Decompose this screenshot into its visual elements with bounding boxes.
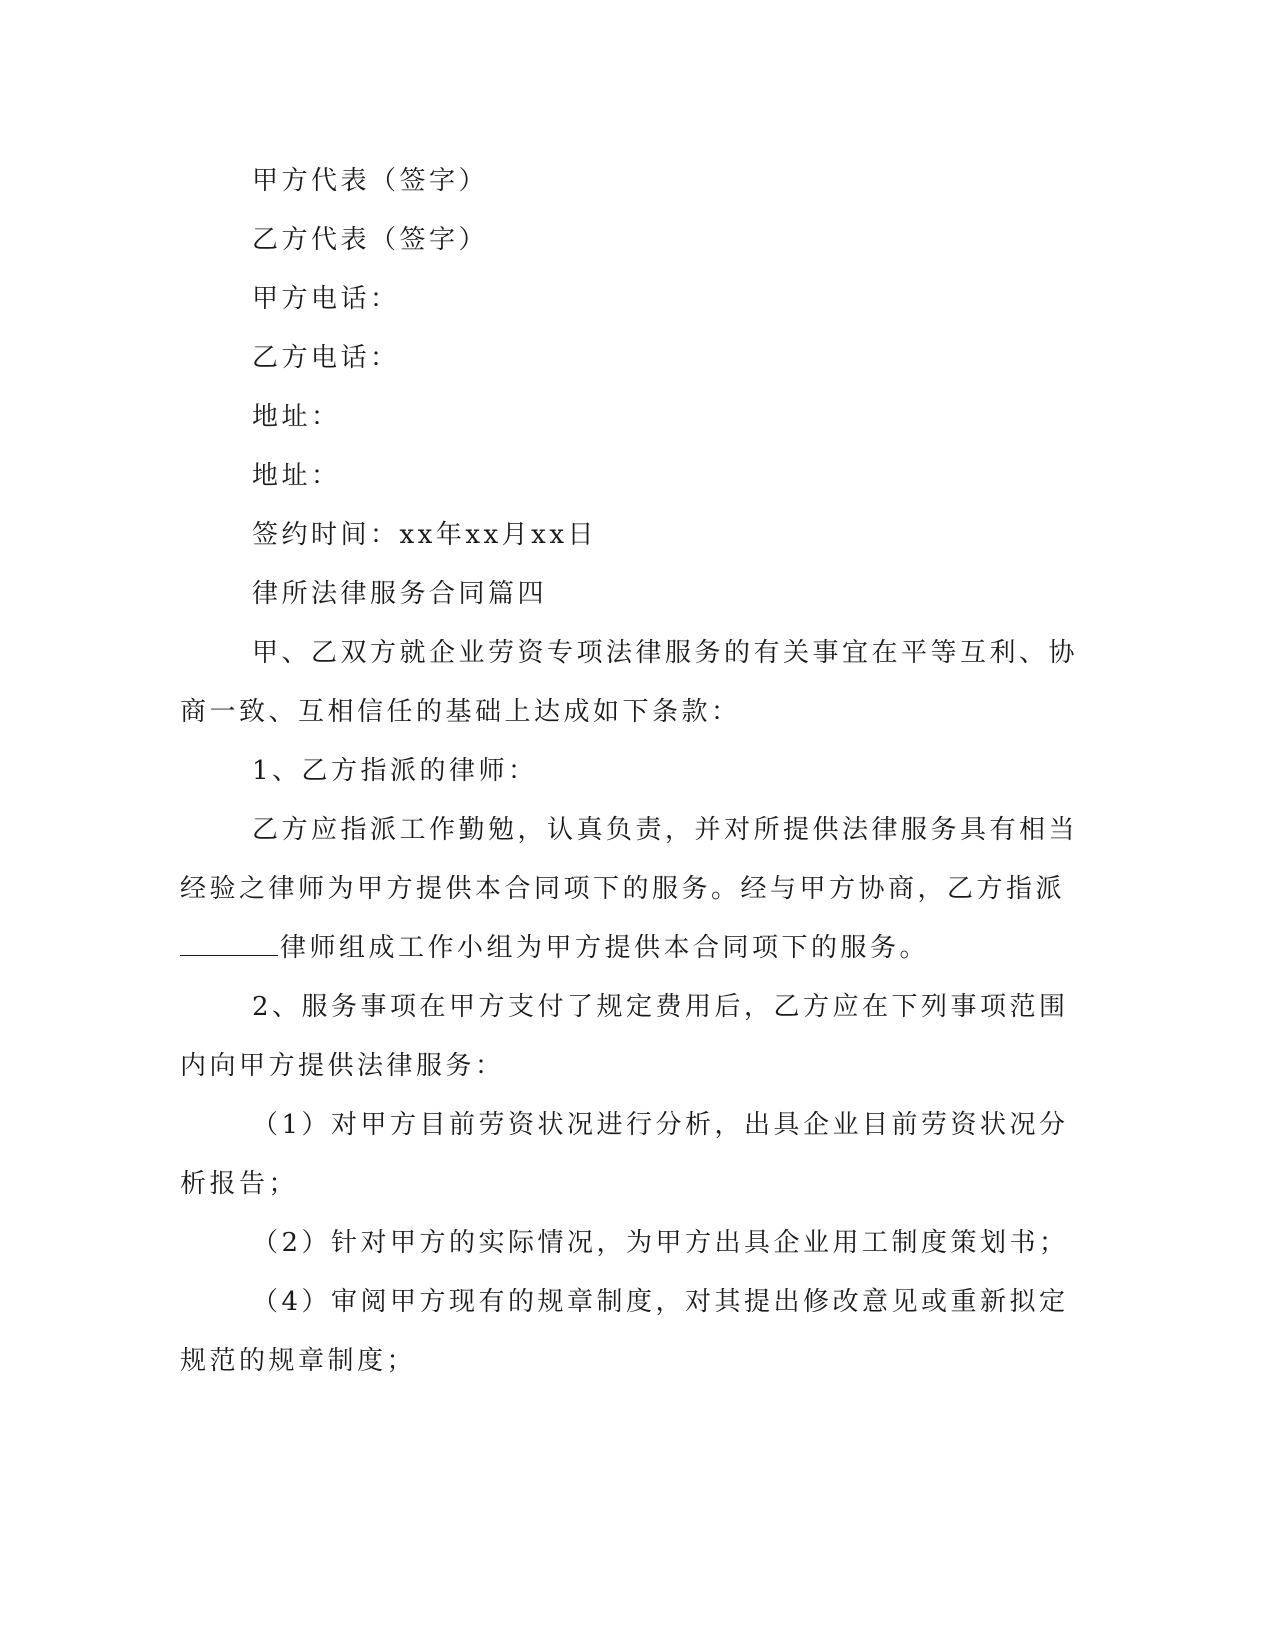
item-4-line-2: 规范的规章制度；	[180, 1346, 417, 1376]
intro-paragraph-line-2: 商一致、互相信任的基础上达成如下条款：	[180, 697, 741, 727]
clause-1-heading: 1、乙方指派的律师：	[252, 756, 538, 786]
fill-in-blank-line	[180, 931, 278, 956]
clause-2-line-2: 内向甲方提供法律服务：	[180, 1051, 505, 1081]
clause-1-line-3-text: 律师组成工作小组为甲方提供本合同项下的服务。	[280, 933, 930, 963]
clause-2-line-1: 2、服务事项在甲方支付了规定费用后，乙方应在下列事项范围	[252, 992, 1069, 1022]
address-line-1: 地址：	[252, 402, 341, 432]
party-a-representative-signature: 甲方代表（签字）	[252, 166, 489, 196]
party-b-representative-signature: 乙方代表（签字）	[252, 225, 489, 255]
signing-date: 签约时间：xx年xx月xx日	[252, 520, 597, 550]
address-line-2: 地址：	[252, 461, 341, 491]
clause-1-line-1: 乙方应指派工作勤勉，认真负责，并对所提供法律服务具有相当	[252, 815, 1079, 845]
intro-paragraph-line-1: 甲、乙双方就企业劳资专项法律服务的有关事宜在平等互利、协	[252, 638, 1079, 668]
party-b-phone: 乙方电话：	[252, 343, 400, 373]
item-4-line-1: （4）审阅甲方现有的规章制度，对其提出修改意见或重新拟定	[252, 1287, 1069, 1317]
party-a-phone: 甲方电话：	[252, 284, 400, 314]
item-1-line-2: 析报告；	[180, 1169, 299, 1199]
clause-1-line-2: 经验之律师为甲方提供本合同项下的服务。经与甲方协商，乙方指派	[180, 874, 1066, 904]
clause-1-line-3	[180, 930, 929, 966]
item-1-line-1: （1）对甲方目前劳资状况进行分析，出具企业目前劳资状况分	[252, 1110, 1069, 1140]
item-2: （2）针对甲方的实际情况，为甲方出具企业用工制度策划书；	[252, 1228, 1069, 1258]
section-title: 律所法律服务合同篇四	[252, 579, 548, 609]
